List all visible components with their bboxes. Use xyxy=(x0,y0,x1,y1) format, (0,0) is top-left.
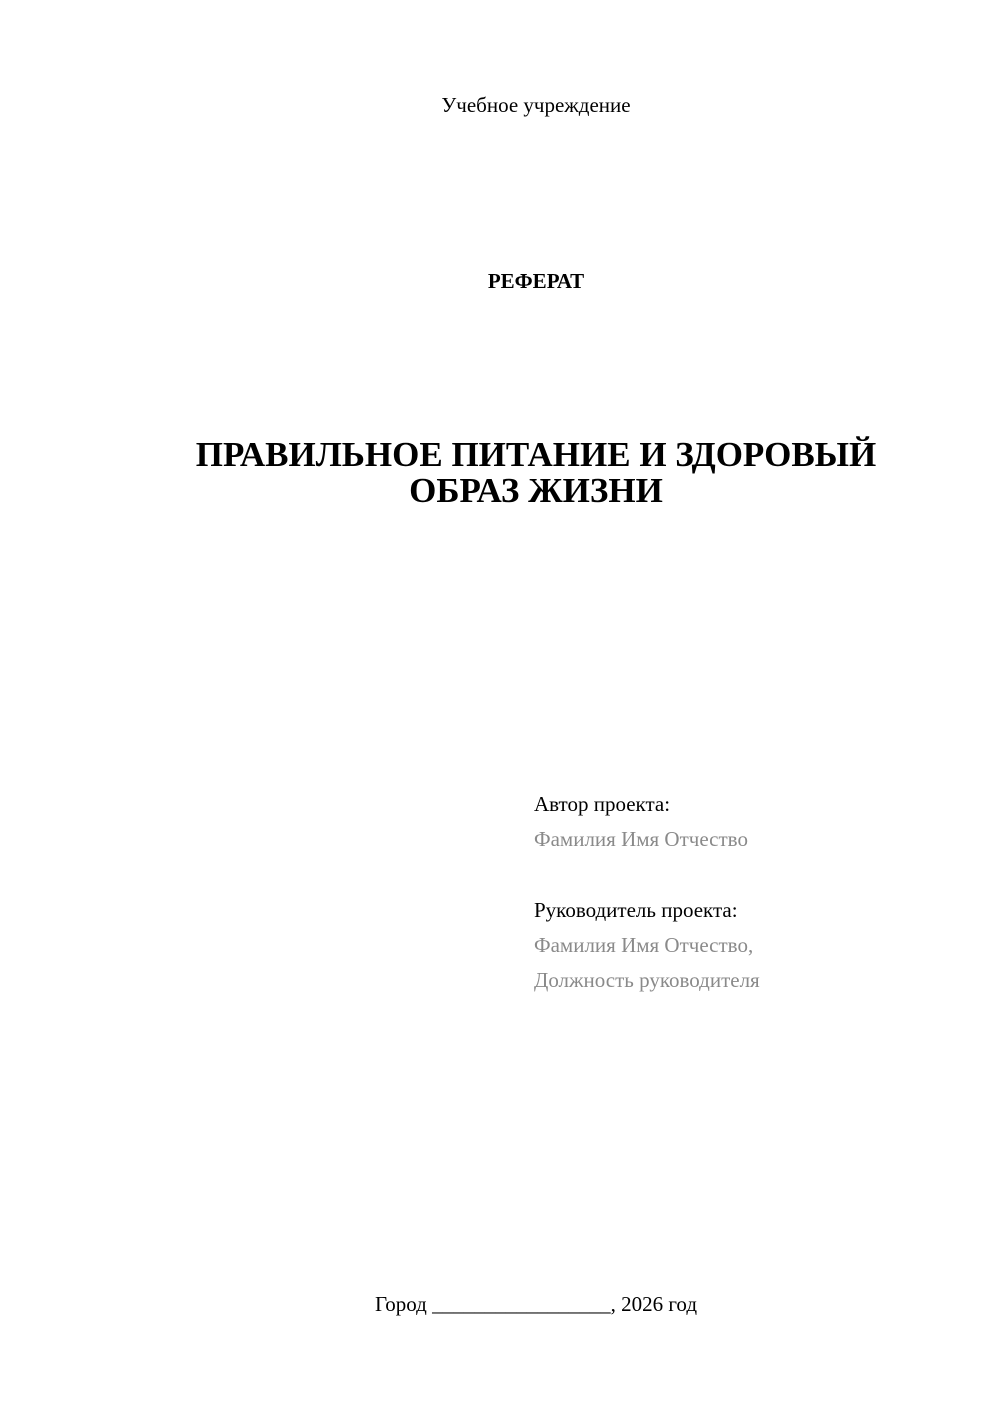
credits-block xyxy=(534,787,974,998)
author-name-placeholder: Фамилия Имя Отчество xyxy=(534,827,748,851)
credits-spacer xyxy=(534,857,974,893)
city-year-line: Город _________________, 2026 год xyxy=(374,1292,698,1316)
supervisor-name-placeholder: Фамилия Имя Отчество, xyxy=(534,933,754,957)
supervisor-label: Руководитель проекта: xyxy=(534,898,738,922)
author-label: Автор проекта: xyxy=(534,792,671,816)
document-title-line-1: ПРАВИЛЬНОЕ ПИТАНИЕ И ЗДОРОВЫЙ xyxy=(195,435,877,474)
supervisor-position-placeholder: Должность руководителя xyxy=(534,968,760,992)
document-type: РЕФЕРАТ xyxy=(487,269,585,293)
document-title-line-2: ОБРАЗ ЖИЗНИ xyxy=(409,471,663,510)
institution-name: Учебное учреждение xyxy=(441,93,631,117)
document-title xyxy=(140,437,932,509)
